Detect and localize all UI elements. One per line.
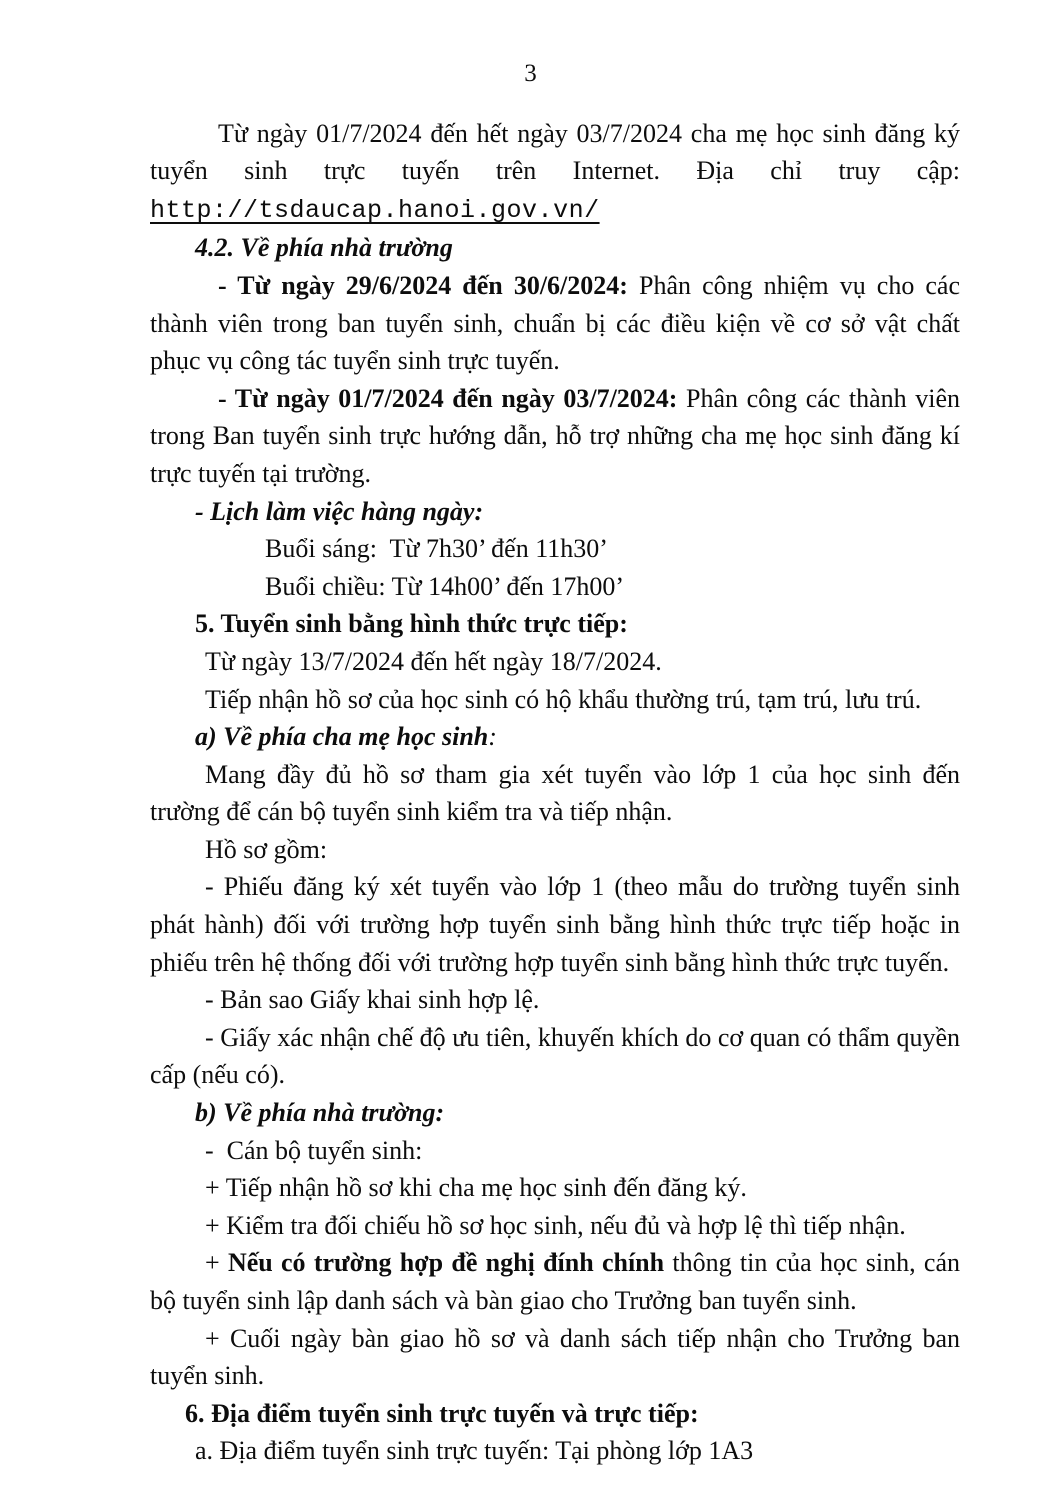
registration-url-line <box>150 190 960 230</box>
staff-task-receive: + Tiếp nhận hồ sơ khi cha mẹ học sinh đến đăng ký. <box>205 1173 747 1203</box>
dossier-item-birth-certificate: - Bản sao Giấy khai sinh hợp lệ. <box>205 985 540 1015</box>
staff-task-correction-bold: Nếu có trường hợp đề nghị đính chính <box>227 1248 665 1278</box>
staff-task-correction-prefix: + <box>205 1248 228 1278</box>
parent-dossier-paragraph: Mang đầy đủ hồ sơ tham gia xét tuyển vào lớp 1 của học sinh đến trường để cán bộ tuyển sinh kiểm tra và tiếp nhận. <box>150 759 960 827</box>
staff-line: - Cán bộ tuyển sinh: <box>205 1135 423 1165</box>
section-5-dates: Từ ngày 13/7/2024 đến hết ngày 18/7/2024. <box>205 646 662 676</box>
section-5-receive-line: Tiếp nhận hồ sơ của học sinh có hộ khẩu thường trú, tạm trú, lưu trú. <box>205 684 922 714</box>
registration-url-link[interactable]: http://tsdaucap.hanoi.gov.vn/ <box>150 195 600 225</box>
school-task-period-1-dates: - Từ ngày 29/6/2024 đến 30/6/2024: <box>218 270 628 300</box>
school-task-period-2-text: Phân công các thành viên trong Ban tuyển sinh trực hướng dẫn, hỗ trợ những cha mẹ học sinh đăng kí trực tuyến tại trường. <box>150 383 960 488</box>
dossier-item-priority-certificate: - Giấy xác nhận chế độ ưu tiên, khuyến khích do cơ quan có thẩm quyền cấp (nếu có). <box>150 1022 960 1090</box>
section-4-2-heading: 4.2. Về phía nhà trường <box>195 233 453 263</box>
document-content <box>150 115 960 1470</box>
staff-task-endofday: + Cuối ngày bàn giao hồ sơ và danh sách tiếp nhận cho Trưởng ban tuyển sinh. <box>150 1323 960 1391</box>
dossier-item-form: - Phiếu đăng ký xét tuyển vào lớp 1 (theo mẫu do trường tuyển sinh phát hành) đối với trường hợp tuyển sinh bằng hình thức trực tiếp hoặc in phiếu trên hệ thống đối với trường hợp tuyển sinh bằng hình thức trực tuyến. <box>150 872 960 977</box>
dossier-label: Hồ sơ gồm: <box>205 834 328 864</box>
school-task-period-2 <box>150 380 960 493</box>
daily-schedule-heading: - Lịch làm việc hàng ngày: <box>195 496 484 526</box>
staff-task-correction-text: thông tin của học sinh, cán bộ tuyển sinh lập danh sách và bàn giao cho Trưởng ban tuyển sinh. <box>150 1248 961 1315</box>
school-task-period-1-text: Phân công nhiệm vụ cho các thành viên trong ban tuyển sinh, chuẩn bị các điều kiện về cơ sở vật chất phục vụ công tác tuyển sinh trực tuyến. <box>150 270 961 376</box>
subsection-a-heading <box>150 718 960 756</box>
schedule-morning: Buổi sáng: Từ 7h30’ đến 11h30’ <box>265 534 608 564</box>
section-6-heading: 6. Địa điểm tuyển sinh trực tuyến và trực tiếp: <box>185 1398 699 1428</box>
intro-paragraph: Từ ngày 01/7/2024 đến hết ngày 03/7/2024 cha mẹ học sinh đăng ký tuyển sinh trực tuyến trên Internet. Địa chỉ truy cập: <box>150 118 960 186</box>
staff-task-correction <box>150 1244 960 1319</box>
section-5-heading: 5. Tuyển sinh bằng hình thức trực tiếp: <box>195 609 628 639</box>
subsection-b-heading: b) Về phía nhà trường: <box>195 1098 445 1128</box>
section-6-location-a: a. Địa điểm tuyển sinh trực tuyến: Tại phòng lớp 1A3 <box>195 1436 754 1466</box>
subsection-a-heading-text: a) Về phía cha mẹ học sinh <box>195 722 489 752</box>
subsection-a-heading-colon: : <box>488 722 497 752</box>
page-number: 3 <box>524 60 537 87</box>
school-task-period-1 <box>150 267 960 380</box>
school-task-period-2-dates: - Từ ngày 01/7/2024 đến ngày 03/7/2024: <box>218 383 678 413</box>
schedule-afternoon: Buổi chiều: Từ 14h00’ đến 17h00’ <box>265 571 625 601</box>
staff-task-check: + Kiểm tra đối chiếu hồ sơ học sinh, nếu đủ và hợp lệ thì tiếp nhận. <box>205 1210 906 1240</box>
